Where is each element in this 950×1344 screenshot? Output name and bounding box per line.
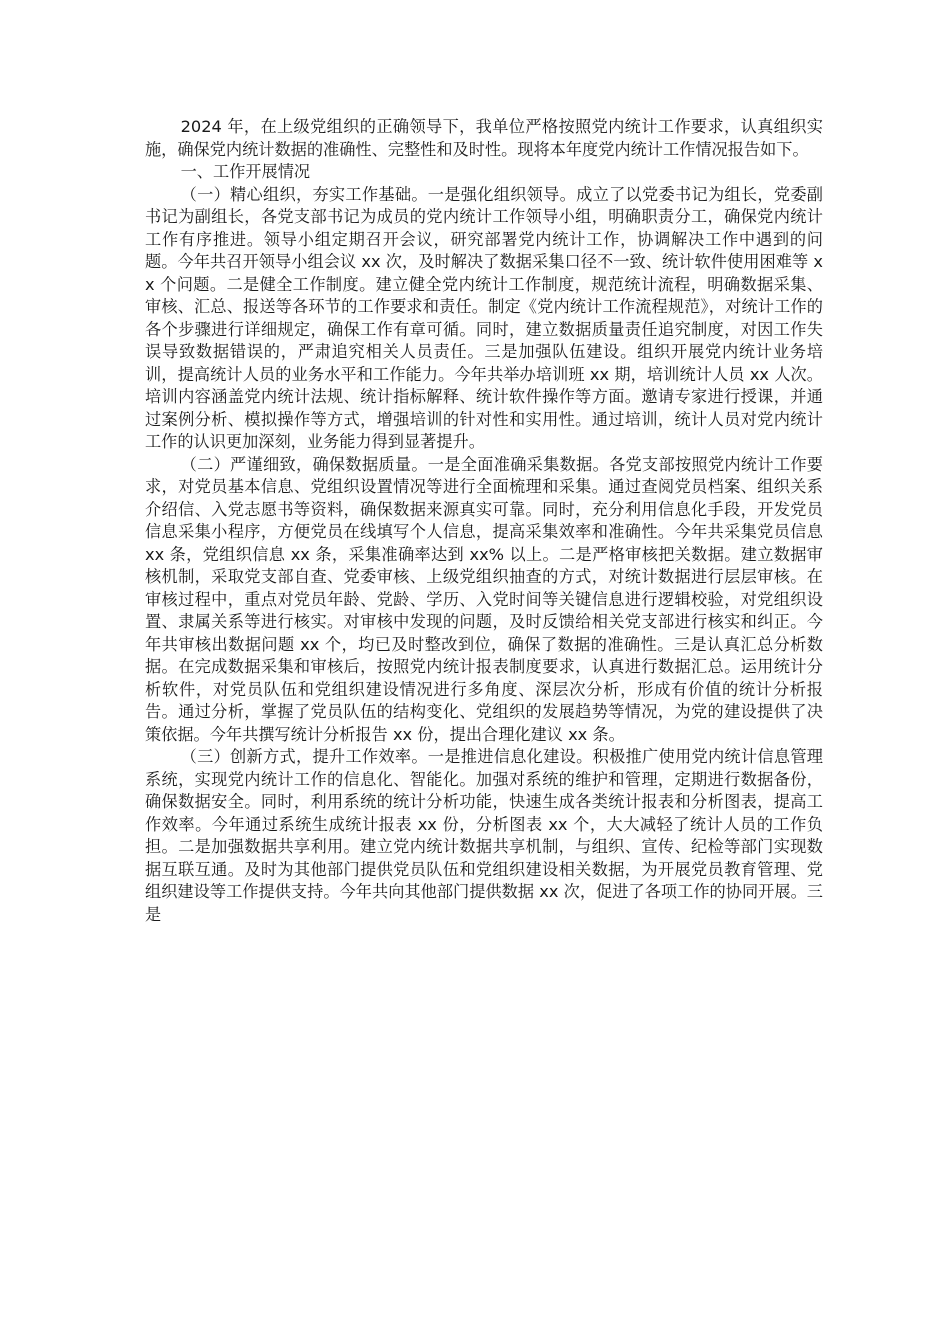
paragraph-section-1-1: （一）精心组织，夯实工作基础。一是强化组织领导。成立了以党委书记为组长，党委副书记为副组长，各党支部书记为成员的党内统计工作领导小组，明确职责分工，确保党内统计工作有序推进。领导小组定期召开会议，研究部署党内统计工作，协调解决工作中遇到的问题。今年共召开领导小组会议 xx 次，及时解决了数据采集口径不一致、统计软件使用困难等 xx 个问题。二是健全工作制度。建立健全党内统计工作制度，规范统计流程，明确数据采集、审核、汇总、报送等各环节的工作要求和责任。制定《党内统计工作流程规范》，对统计工作的各个步骤进行详细规定，确保工作有章可循。同时，建立数据质量责任追究制度，对因工作失误导致数据错误的，严肃追究相关人员责任。三是加强队伍建设。组织开展党内统计业务培训，提高统计人员的业务水平和工作能力。今年共举办培训班 xx 期，培训统计人员 xx 人次。培训内容涵盖党内统计法规、统计指标解释、统计软件操作等方面。邀请专家进行授课，并通过案例分析、模拟操作等方式，增强培训的针对性和实用性。通过培训，统计人员对党内统计工作的认识更加深刻，业务能力得到显著提升。 xyxy=(145,184,823,451)
section-heading-1: 一、工作开展情况 xyxy=(180,162,311,181)
document-body xyxy=(145,116,823,926)
paragraph-section-1-3: （三）创新方式，提升工作效率。一是推进信息化建设。积极推广使用党内统计信息管理系统，实现党内统计工作的信息化、智能化。加强对系统的维护和管理，定期进行数据备份，确保数据安全。同时，利用系统的统计分析功能，快速生成各类统计报表和分析图表，提高工作效率。今年通过系统生成统计报表 xx 份，分析图表 xx 个，大大减轻了统计人员的工作负担。二是加强数据共享利用。建立党内统计数据共享机制，与组织、宣传、纪检等部门实现数据互联互通。及时为其他部门提供党员队伍和党组织建设相关数据，为开展党员教育管理、党组织建设等工作提供支持。今年共向其他部门提供数据 xx 次，促进了各项工作的协同开展。三是 xyxy=(145,747,823,924)
paragraph-intro: 2024 年，在上级党组织的正确领导下，我单位严格按照党内统计工作要求，认真组织实施，确保党内统计数据的准确性、完整性和及时性。现将本年度党内统计工作情况报告如下。 xyxy=(145,117,823,159)
paragraph-section-1-2: （二）严谨细致，确保数据质量。一是全面准确采集数据。各党支部按照党内统计工作要求，对党员基本信息、党组织设置情况等进行全面梳理和采集。通过查阅党员档案、组织关系介绍信、入党志愿书等资料，确保数据来源真实可靠。同时，充分利用信息化手段，开发党员信息采集小程序，方便党员在线填写个人信息，提高采集效率和准确性。今年共采集党员信息 xx 条，党组织信息 xx 条，采集准确率达到 xx% 以上。二是严格审核把关数据。建立数据审核机制，采取党支部自查、党委审核、上级党组织抽查的方式，对统计数据进行层层审核。在审核过程中，重点对党员年龄、党龄、学历、入党时间等关键信息进行逻辑校验，对党组织设置、隶属关系等进行核实。对审核中发现的问题，及时反馈给相关党支部进行核实和纠正。今年共审核出数据问题 xx 个，均已及时整改到位，确保了数据的准确性。三是认真汇总分析数据。在完成数据采集和审核后，按照党内统计报表制度要求，认真进行数据汇总。运用统计分析软件，对党员队伍和党组织建设情况进行多角度、深层次分析，形成有价值的统计分析报告。通过分析，掌握了党员队伍的结构变化、党组织的发展趋势等情况，为党的建设提供了决策依据。今年共撰写统计分析报告 xx 份，提出合理化建议 xx 条。 xyxy=(145,454,823,744)
